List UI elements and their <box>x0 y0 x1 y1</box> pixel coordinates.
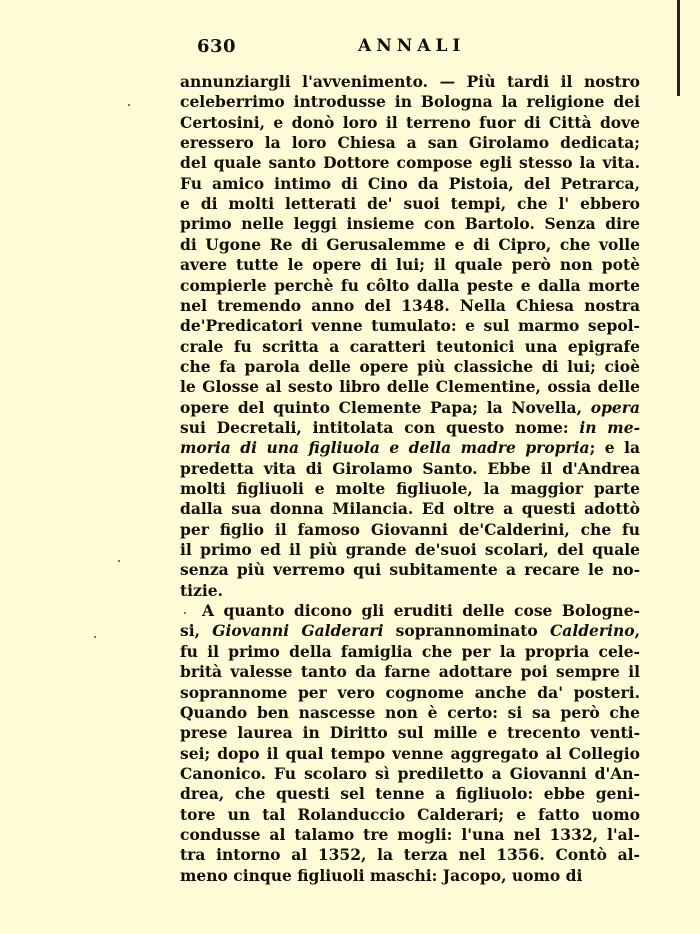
line-text: di Ugone Re di Gerusalemme e di Cipro, che volle <box>180 234 640 254</box>
line-text: Quando ben nascesse non è certo: si sa però che <box>180 702 640 722</box>
text-line <box>180 438 640 458</box>
text-line <box>180 805 640 825</box>
line-text: opere del quinto Clemente Papa; la Novella, <box>180 397 591 417</box>
italic-text: in me- <box>579 417 641 437</box>
italic-text: Giovanni Galderari <box>212 621 384 641</box>
line-text: de'Predicatori venne tumulato: e sul marmo sepol- <box>180 316 640 336</box>
line-text: , <box>634 621 640 641</box>
text-line <box>180 520 640 540</box>
text-line <box>180 866 582 886</box>
text-line <box>180 113 640 133</box>
text-line <box>180 642 640 662</box>
text-line <box>180 235 640 255</box>
text-line <box>180 377 640 397</box>
page-header <box>0 36 700 60</box>
running-title: ANNALI <box>358 36 466 56</box>
text-line <box>180 723 640 743</box>
line-text: annunziargli l'avvenimento. — Più tardi il nostro <box>180 72 640 91</box>
line-text: prese laurea in Diritto sul mille e trecento venti- <box>180 723 640 743</box>
line-text: primo nelle leggi insieme con Bartolo. Senza dire <box>180 214 640 234</box>
line-text: e di molti letterati de' suoi tempi, che l' ebbero <box>180 194 640 214</box>
line-text: crale fu scritta a caratteri teutonici una epigrafe <box>180 336 640 356</box>
line-text: predetta vita di Girolamo Santo. Ebbe il d'Andrea <box>180 458 640 478</box>
line-text: sei; dopo il qual tempo venne aggregato al Collegio <box>180 743 640 763</box>
line-text: si, <box>180 621 213 641</box>
line-text: sui Decretali, intitolata con questo nome: <box>180 417 580 437</box>
text-line <box>180 133 640 153</box>
text-line <box>180 337 640 357</box>
text-line <box>180 357 640 377</box>
text-line <box>180 92 640 112</box>
text-line <box>180 255 640 275</box>
line-text: le Glosse al sesto libro delle Clementine, ossia delle <box>180 377 640 397</box>
text-line <box>180 398 640 418</box>
line-text: tore un tal Rolanduccio Calderari; e fatto uomo <box>180 804 640 824</box>
line-text: per figlio il famoso Giovanni de'Calderini, che fu <box>180 519 640 539</box>
paper-speck <box>118 560 120 562</box>
line-text: tizie. <box>180 580 223 600</box>
text-line <box>180 296 640 316</box>
text-line <box>180 418 640 438</box>
line-text: senza più verremo qui subitamente a recare le no- <box>180 560 640 580</box>
line-text: il primo ed il più grande de'suoi scolari, del quale <box>180 540 640 560</box>
text-line <box>180 276 640 296</box>
line-text: brità valesse tanto da farne adottare poi sempre il <box>180 662 640 682</box>
text-line <box>180 764 640 784</box>
text-line <box>180 194 640 214</box>
line-text: meno cinque figliuoli maschi: Jacopo, uomo di <box>180 865 583 885</box>
text-line <box>180 479 640 499</box>
line-text: soprannominato <box>383 621 550 641</box>
paper-speck <box>94 636 96 638</box>
text-line <box>180 683 640 703</box>
line-text: celeberrimo introdusse in Bologna la religione dei <box>180 92 640 112</box>
line-text: molti figliuoli e molte figliuole, la maggior parte <box>180 479 640 498</box>
line-text: condusse al talamo tre mogli: l'una nel 1332, l'al- <box>180 824 640 844</box>
italic-text: Calderino <box>549 621 635 641</box>
line-text: A quanto dicono gli eruditi delle cose Bologne- <box>202 601 640 621</box>
line-text: compierle perchè fu côlto dalla peste e dalla morte <box>180 275 640 295</box>
line-text: tra intorno al 1352, la terza nel 1356. Contò al- <box>180 845 640 865</box>
italic-text: opera <box>590 397 640 417</box>
page-number: 630 <box>197 36 237 57</box>
text-line <box>180 560 640 580</box>
line-text: dalla sua donna Milancia. Ed oltre a questi adottò <box>180 499 640 519</box>
italic-text: moria di una figliuola e della madre propria <box>180 438 590 458</box>
line-text: drea, che questi sel tenne a figliuolo: ebbe geni- <box>180 784 640 804</box>
line-text: del quale santo Dottore compose egli stesso la vita. <box>180 153 640 173</box>
paper-speck <box>128 104 130 106</box>
line-text: soprannome per vero cognome anche da' posteri. <box>180 682 640 702</box>
text-line <box>180 174 640 194</box>
text-line <box>180 153 640 173</box>
paper-speck <box>184 612 186 614</box>
line-text: fu il primo della famiglia che per la propria cele- <box>180 641 640 661</box>
line-text: Certosini, e donò loro il terreno fuor di Città dove <box>180 112 640 132</box>
line-text: che fa parola delle opere più classiche di lui; cioè <box>180 356 640 376</box>
text-line <box>180 459 640 479</box>
line-text: eressero la loro Chiesa a san Girolamo dedicata; <box>180 133 640 153</box>
text-line <box>180 845 640 865</box>
text-line <box>180 825 640 845</box>
text-line <box>180 214 640 234</box>
line-text: avere tutte le opere di lui; il quale però non potè <box>180 255 640 275</box>
text-line <box>180 499 640 519</box>
text-line <box>180 703 640 723</box>
text-line <box>180 540 640 560</box>
line-text: nel tremendo anno del 1348. Nella Chiesa nostra <box>180 295 640 315</box>
text-line <box>180 316 640 336</box>
line-text: ; e la <box>589 438 640 458</box>
text-line <box>180 744 640 764</box>
line-text: Fu amico intimo di Cino da Pistoia, del Petrarca, <box>180 173 640 193</box>
text-line <box>180 662 640 682</box>
text-line <box>180 581 223 601</box>
text-line <box>180 72 640 92</box>
text-line <box>202 601 640 621</box>
line-text: Canonico. Fu scolaro sì prediletto a Giovanni d'An- <box>180 763 640 783</box>
text-line <box>180 621 640 641</box>
text-line <box>180 784 640 804</box>
